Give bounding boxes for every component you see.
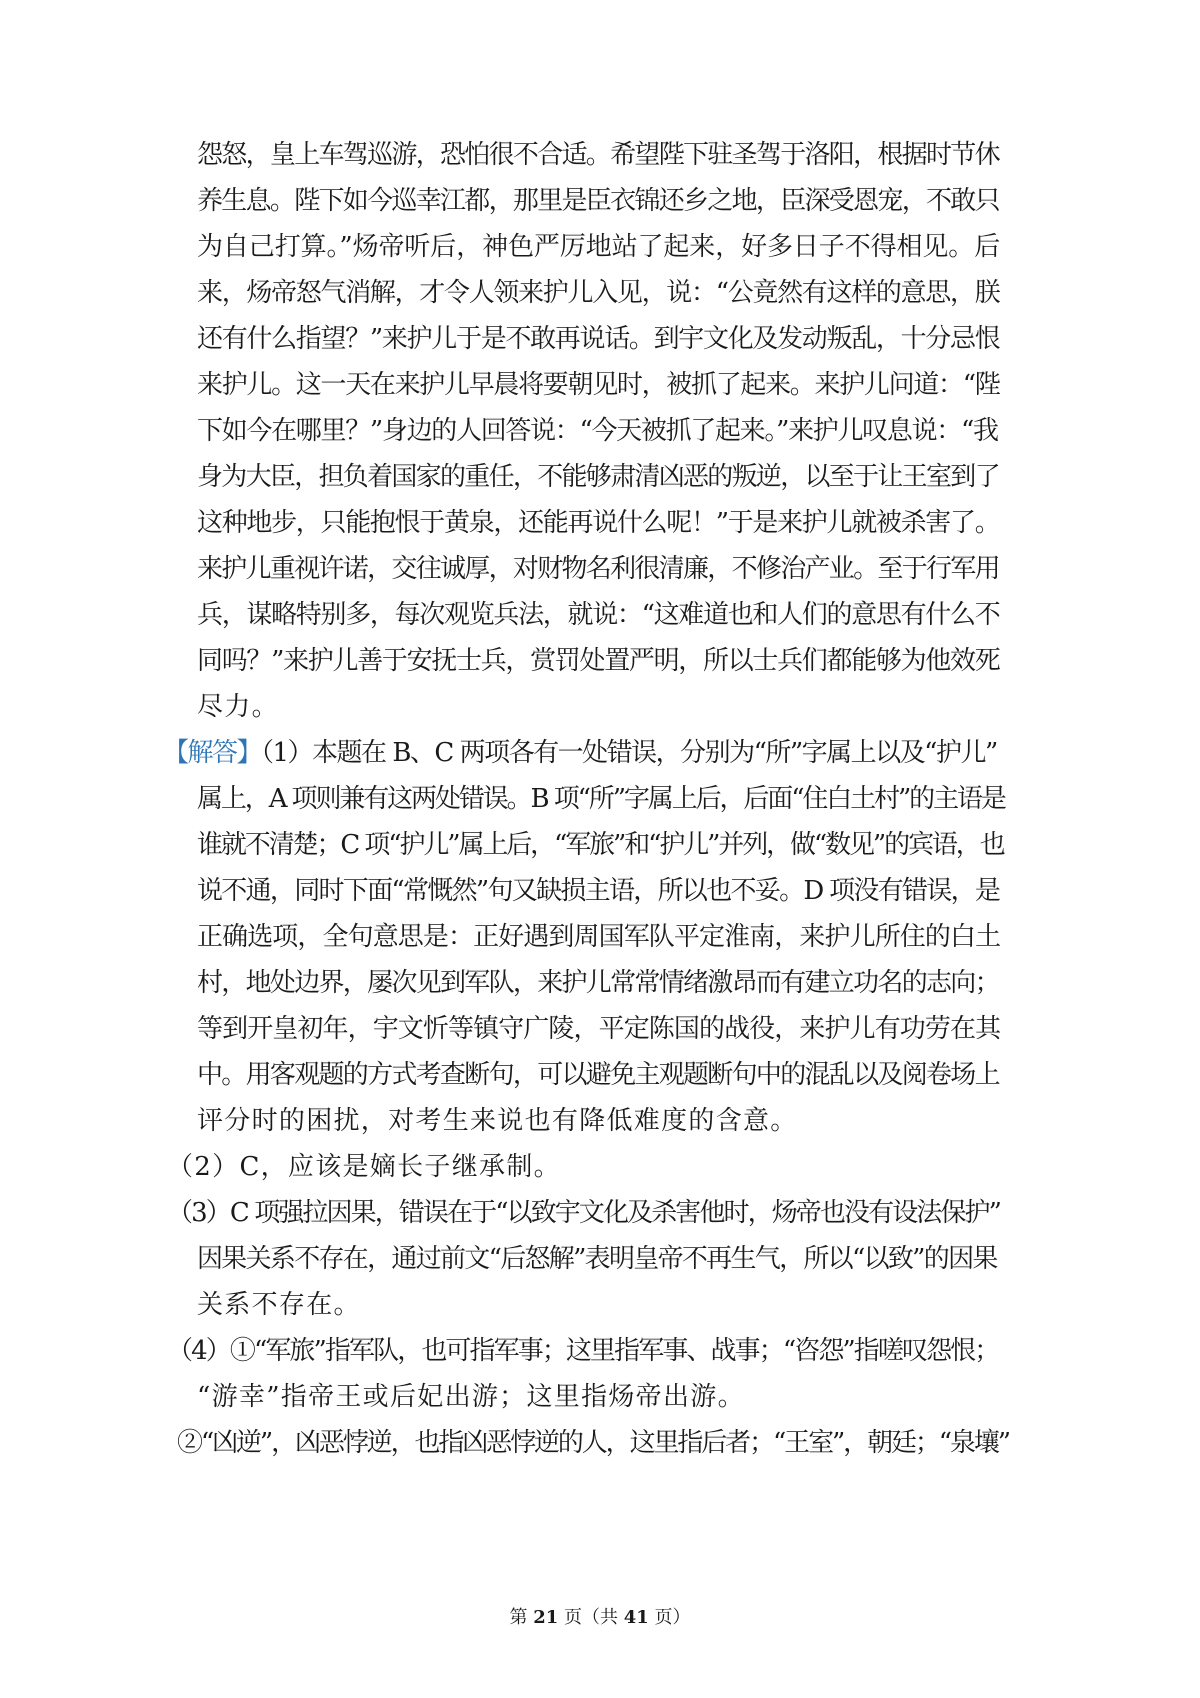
translation-line: 这种地步，只能抱恨于黄泉，还能再说什么呢！”于是来护儿就被杀害了。 [197,508,1000,538]
answer-tag: 【解答】 [163,738,262,768]
q4-line: ②“凶逆”，凶恶悖逆，也指凶恶悖逆的人，这里指后者；“王室”，朝廷；“泉壤” [177,1428,1009,1458]
q2-line: （2）C，应该是嫡长子继承制。 [167,1152,561,1182]
answer-first-line [163,737,997,769]
q3-line: 关系不存在。 [197,1290,361,1320]
footer-total-pages: 41 [623,1607,649,1628]
translation-line: 还有什么指望？”来护儿于是不敢再说话。到宇文化及发动叛乱，十分忌恨 [197,324,1000,354]
footer-page-number: 21 [533,1607,559,1628]
answer-line: 说不通，同时下面“常慨然”句又缺损主语，所以也不妥。D 项没有错误，是 [197,876,1000,906]
footer-suffix: 页） [648,1607,691,1628]
q3-line: （3）C 项强拉因果，错误在于“以致宇文化及杀害他时，炀帝也没有设法保护” [167,1198,1000,1228]
answer-line: 属上，A 项则兼有这两处错误。B 项“所”字属上后，后面“住白土村”的主语是 [197,784,1005,814]
translation-line: 来护儿。这一天在来护儿早晨将要朝见时，被抓了起来。来护儿问道：“陛 [197,370,1000,400]
answer-line: 村，地处边界，屡次见到军队，来护儿常常情绪激昂而有建立功名的志向； [197,968,999,998]
translation-line: 来，炀帝怒气消解，才令人领来护儿入见，说：“公竟然有这样的意思，朕 [197,278,1000,308]
translation-line: 来护儿重视许诺，交往诚厚，对财物名利很清廉，不修治产业。至于行军用 [197,554,999,584]
answer-line: 谁就不清楚；C 项“护儿”属上后，“军旅”和“护儿”并列，做“数见”的宾语，也 [197,830,1004,860]
page-footer [0,1606,1200,1630]
answer-line: 中。用客观题的方式考查断句，可以避免主观题断句中的混乱以及阅卷场上 [197,1060,999,1090]
q3-line: 因果关系不存在，通过前文“后怒解”表明皇帝不再生气，所以“以致”的因果 [197,1244,997,1274]
answer-line: 等到开皇初年，宇文忻等镇守广陵，平定陈国的战役，来护儿有功劳在其 [197,1014,1001,1044]
q4-line: （4）①“军旅”指军队，也可指军事；这里指军事、战事；“咨怨”指嗟叹怨恨； [167,1336,999,1366]
footer-middle: 页（共 [558,1607,624,1628]
translation-line: 身为大臣，担负着国家的重任，不能够肃清凶恶的叛逆，以至于让王室到了 [197,462,999,492]
translation-line: 兵，谋略特别多，每次观览兵法，就说：“这难道也和人们的意思有什么不 [197,600,1000,630]
answer-first-text: （1）本题在 B、C 两项各有一处错误，分别为“所”字属上以及“护儿” [261,738,997,768]
translation-line: 养生息。陛下如今巡幸江都，那里是臣衣锦还乡之地，臣深受恩宠，不敢只 [197,186,999,216]
footer-prefix: 第 [509,1607,534,1628]
translation-line: 怨怒，皇上车驾巡游，恐怕很不合适。希望陛下驻圣驾于洛阳，根据时节休 [197,140,999,170]
translation-line: 尽力。 [197,692,279,722]
answer-line: 评分时的困扰，对考生来说也有降低难度的含意。 [197,1106,798,1136]
q4-line: “游幸”指帝王或后妃出游；这里指炀帝出游。 [197,1382,745,1412]
translation-line: 下如今在哪里？”身边的人回答说：“今天被抓了起来。”来护儿叹息说：“我 [197,416,998,446]
translation-line: 为自己打算。”炀帝听后，神色严厉地站了起来，好多日子不得相见。后 [197,232,1001,262]
translation-line: 同吗？”来护儿善于安抚士兵，赏罚处置严明，所以士兵们都能够为他效死 [197,646,1000,676]
answer-line: 正确选项，全句意思是：正好遇到周国军队平定淮南，来护儿所住的白土 [197,922,1001,952]
